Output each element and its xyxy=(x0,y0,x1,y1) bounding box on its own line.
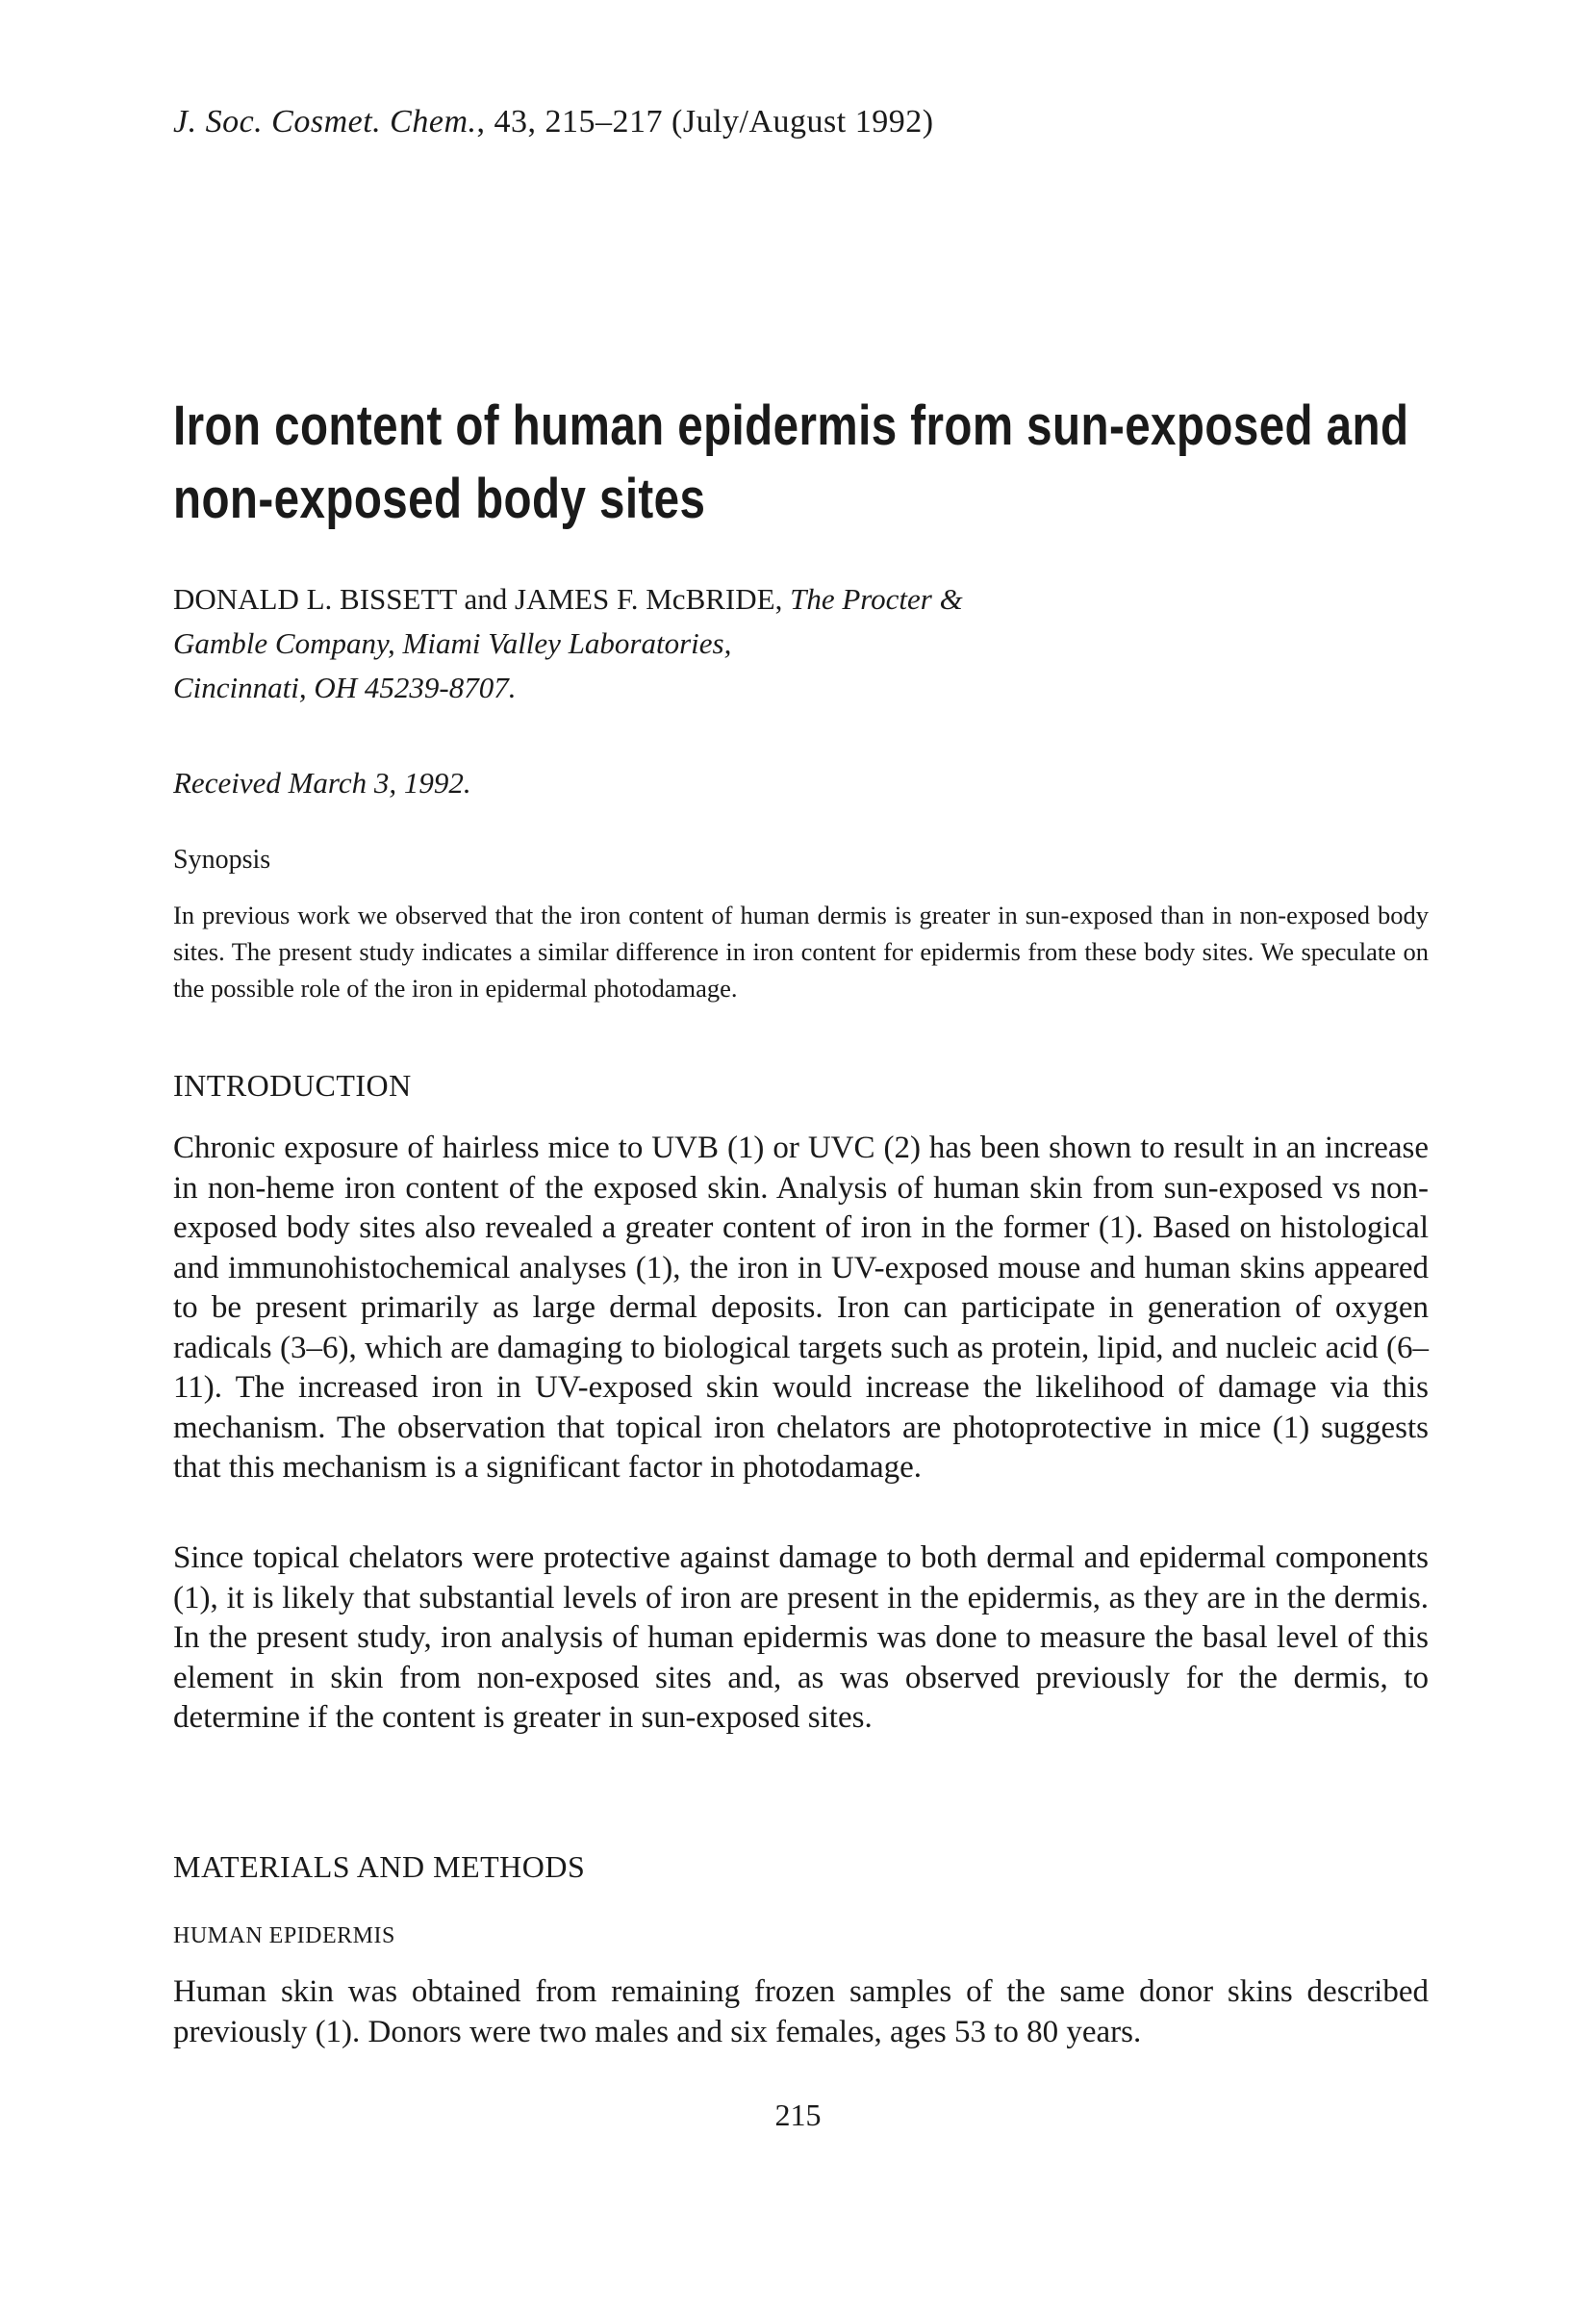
methods-heading: MATERIALS AND METHODS xyxy=(173,1849,586,1884)
methods-subheading: HUMAN EPIDERMIS xyxy=(173,1923,395,1948)
title-line-2: non-exposed body sites xyxy=(173,468,706,530)
journal-name: J. Soc. Cosmet. Chem. xyxy=(173,104,477,140)
affiliation-line-3: Cincinnati, OH 45239-8707. xyxy=(173,671,517,704)
affiliation-line-2: Gamble Company, Miami Valley Laboratories, xyxy=(173,626,732,660)
synopsis-heading: Synopsis xyxy=(173,845,271,875)
article-title xyxy=(173,390,1409,536)
methods-paragraph-1: Human skin was obtained from remaining frozen samples of the same donor skins described previously (1). Donors were two males and six females, ages 53 to 80 years. xyxy=(173,1974,1429,2049)
author-line-1 xyxy=(173,577,1424,622)
author-block xyxy=(173,577,1424,710)
page-number: 215 xyxy=(774,2098,822,2132)
received-date: Received March 3, 1992. xyxy=(173,766,471,800)
introduction-paragraph-1: Chronic exposure of hairless mice to UVB (1) or UVC (2) has been shown to result in an increase in non-heme iron content of the exposed skin. Analysis of human skin from sun-exposed vs non-exposed body sites also revealed a greater content of iron in the former (1). Based on histological and immunohistochemical analyses (1), the iron in UV-exposed mouse and human skins appeared to be present primarily as large dermal deposits. Iron can participate in generation of oxygen radicals (3–6), which are damaging to biological targets such as protein, lipid, and nucleic acid (6–11). The increased iron in UV-exposed skin would increase the likelihood of damage via this mechanism. The observation that topical iron chelators are photoprotective in mice (1) suggests that this mechanism is a significant factor in photodamage. xyxy=(173,1131,1429,1485)
introduction-heading: INTRODUCTION xyxy=(173,1068,412,1103)
authors: DONALD L. BISSETT and JAMES F. McBRIDE, xyxy=(173,582,783,616)
journal-citation xyxy=(173,104,934,140)
volume-pages: , 43, 215–217 (July/August 1992) xyxy=(476,104,934,140)
title-line-1: Iron content of human epidermis from sun-exposed and xyxy=(173,394,1409,457)
introduction-paragraph-2: Since topical chelators were protective against damage to both dermal and epidermal components (1), it is likely that substantial levels of iron are present in the epidermis, as they are in the dermis. In the present study, iron analysis of human epidermis was done to measure the basal level of this element in skin from non-exposed sites and, as was observed previously for the dermis, to determine if the content is greater in sun-exposed sites. xyxy=(173,1540,1429,1735)
affiliation-part-1: The Procter & xyxy=(790,582,963,616)
synopsis-text: In previous work we observed that the iron content of human dermis is greater in sun-exposed than in non-exposed body sites. The present study indicates a similar difference in iron content for epidermis from these body sites. We speculate on the possible role of the iron in epidermal photodamage. xyxy=(173,901,1429,1003)
